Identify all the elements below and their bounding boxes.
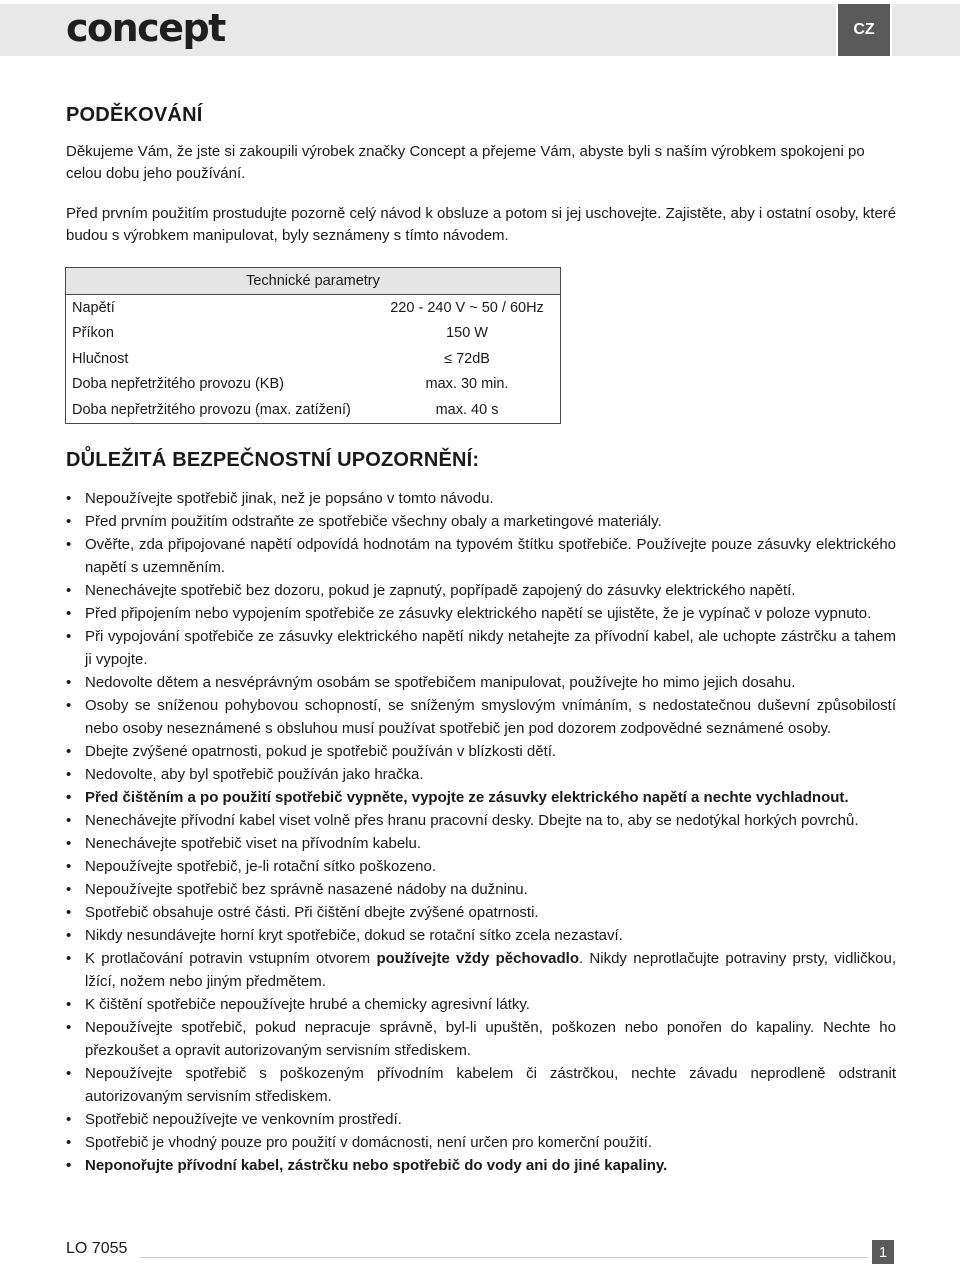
table-row (66, 321, 561, 347)
list-item: • Neponořujte přívodní kabel, zástrčku nebo spotřebič do vody ani do jiné kapaliny. (66, 1154, 896, 1177)
pusher-text-after: . Nikdy neprotlačujte potraviny prsty, vidličkou, lžící, nožem nebo jiným předmětem. (85, 950, 896, 990)
spec-label: Doba nepřetržitého provozu (max. zatížení) (72, 401, 351, 418)
list-item: • Před čištěním a po použití spotřebič vypněte, vypojte ze zásuvky elektrického napětí a nechte vychladnout. (66, 786, 896, 809)
list-item: • Nepoužívejte spotřebič s poškozeným přívodním kabelem či zástrčkou, nechte závadu neprodleně odstranit autorizovaným servisním střediskem. (66, 1062, 896, 1108)
brand-logo: concept (66, 6, 225, 50)
instructions-paragraph: Před prvním použitím prostudujte pozorně celý návod k obsluze a potom si jej uschovejte. Zajistěte, aby i ostatní osoby, které budou s výrobkem manipulovat, byly seznámeny s tímto návodem. (66, 205, 897, 244)
table-row (66, 397, 561, 423)
list-item: • Osoby se sníženou pohybovou schopností, se sníženým smyslovým vnímáním, s nedostatečnou duševní způsobilostí nebo osoby neseznámené s obsluhou musí používat spotřebič jen pod dozorem zodpovědné seznámené osoby. (66, 694, 896, 740)
spec-value: max. 30 min. (425, 376, 509, 393)
language-badge: CZ (838, 4, 890, 56)
list-item: • Nepoužívejte spotřebič bez správně nasazené nádoby na dužninu. (66, 878, 896, 901)
list-item: • Spotřebič obsahuje ostré části. Při čištění dbejte zvýšené opatrnosti. (66, 901, 896, 924)
list-item: • Před prvním použitím odstraňte ze spotřebiče všechny obaly a marketingové materiály. (66, 510, 896, 533)
list-item: • Nepoužívejte spotřebič, je-li rotační sítko poškozeno. (66, 855, 896, 878)
thanks-paragraph: Děkujeme Vám, že jste si zakoupili výrobek značky Concept a přejeme Vám, abyste byli s naším výrobkem spokojeni po celou dobu jeho používání. (66, 143, 865, 182)
spec-value: ≤ 72dB (444, 350, 490, 367)
list-item: • Nenechávejte přívodní kabel viset volně přes hranu pracovní desky. Dbejte na to, aby se nedotýkal horkých povrchů. (66, 809, 896, 832)
list-item: • Nenechávejte spotřebič bez dozoru, pokud je zapnutý, popřípadě zapojený do zásuvky elektrického napětí. (66, 579, 896, 602)
list-item (66, 947, 896, 993)
list-item: • Nepoužívejte spotřebič, pokud nepracuje správně, byl-li upuštěn, poškozen nebo ponořen do kapaliny. Nechte ho přezkoušet a opravit autorizovaným servisním střediskem. (66, 1016, 896, 1062)
page-number: 1 (872, 1240, 894, 1264)
spec-value: 220 - 240 V ~ 50 / 60Hz (390, 299, 544, 316)
safety-list (66, 487, 896, 1177)
thanks-heading: PODĚKOVÁNÍ (66, 104, 203, 126)
list-item: • Spotřebič nepoužívejte ve venkovním prostředí. (66, 1108, 896, 1131)
pusher-text-before: K protlačování potravin vstupním otvorem (85, 950, 377, 967)
list-item: • K čištění spotřebiče nepoužívejte hrubé a chemicky agresivní látky. (66, 993, 896, 1016)
list-item: • Nedovolte dětem a nesvéprávným osobám se spotřebičem manipulovat, používejte ho mimo jejich dosahu. (66, 671, 896, 694)
list-item: • Ověřte, zda připojované napětí odpovídá hodnotám na typovém štítku spotřebiče. Používejte pouze zásuvky elektrického napětí s uzemněním. (66, 533, 896, 579)
footer-divider (140, 1257, 868, 1258)
list-item: • Nenechávejte spotřebič viset na přívodním kabelu. (66, 832, 896, 855)
list-item: • Spotřebič je vhodný pouze pro použití v domácnosti, není určen pro komerční použití. (66, 1131, 896, 1154)
safety-heading: DŮLEŽITÁ BEZPEČNOSTNÍ UPOZORNĚNÍ: (66, 449, 480, 471)
list-item: • Při vypojování spotřebiče ze zásuvky elektrického napětí nikdy netahejte za přívodní kabel, ale uchopte zástrčku a tahem ji vypojte. (66, 625, 896, 671)
list-item: • Před připojením nebo vypojením spotřebiče ze zásuvky elektrického napětí se ujistěte, že je vypínač v poloze vypnuto. (66, 602, 896, 625)
list-item: • Nedovolte, aby byl spotřebič používán jako hračka. (66, 763, 896, 786)
model-number: LO 7055 (66, 1240, 128, 1257)
spec-table-title: Technické parametry (66, 268, 561, 295)
spec-label: Doba nepřetržitého provozu (KB) (72, 376, 284, 393)
spec-value: max. 40 s (435, 401, 499, 418)
table-row (66, 295, 561, 321)
list-item: • Nikdy nesundávejte horní kryt spotřebiče, dokud se rotační sítko zcela nezastaví. (66, 924, 896, 947)
spec-table (65, 267, 561, 424)
table-row (66, 346, 561, 372)
spec-label: Napětí (72, 299, 115, 316)
pusher-text-bold: používejte vždy pěchovadlo (376, 950, 579, 967)
table-row (66, 372, 561, 398)
spec-label: Příkon (72, 325, 114, 342)
list-item: • Nepoužívejte spotřebič jinak, než je popsáno v tomto návodu. (66, 487, 896, 510)
header-bar-end (892, 4, 960, 56)
spec-value: 150 W (446, 325, 488, 342)
spec-label: Hlučnost (72, 350, 129, 367)
list-item: • Dbejte zvýšené opatrnosti, pokud je spotřebič používán v blízkosti dětí. (66, 740, 896, 763)
